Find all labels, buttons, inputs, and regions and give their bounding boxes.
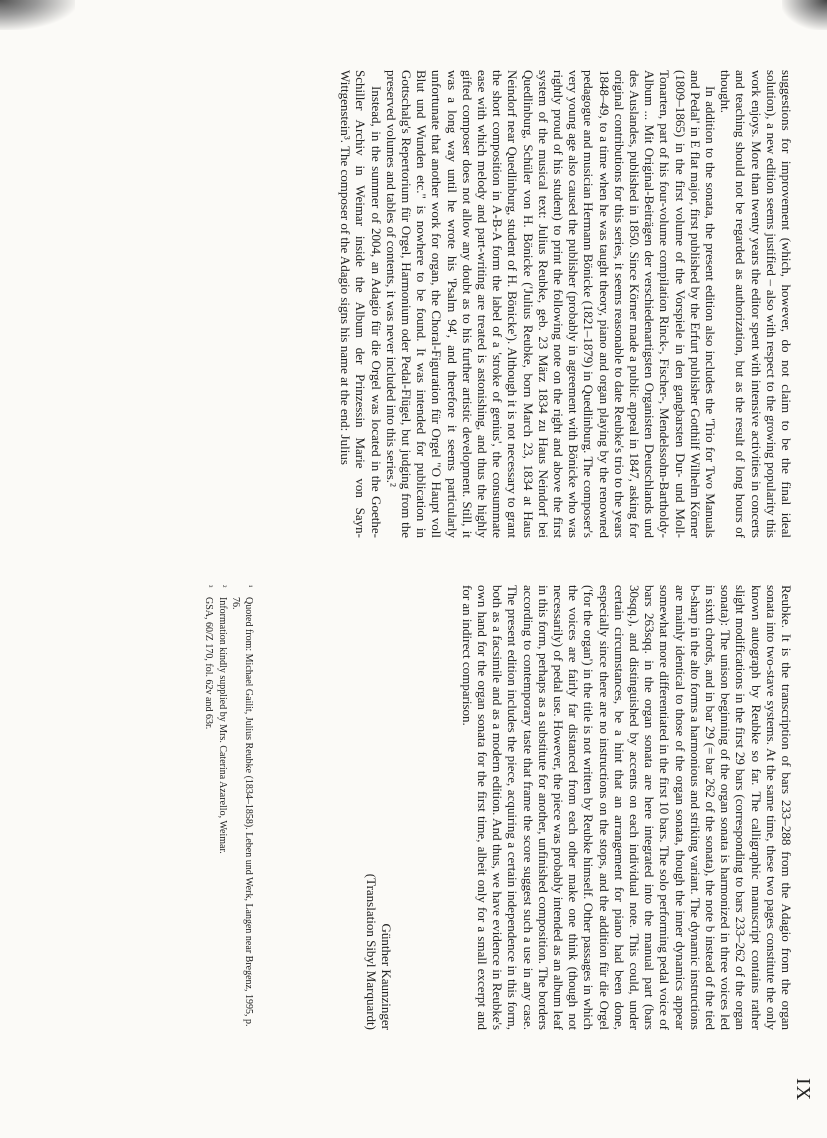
- paragraph-adagio-intro: Instead, in the summer of 2004, an Adagio für die Orgel was located in the Goethe-Schiller Archiv in Weimar inside the Album der Prinzessin Marie von Sayn-Wittgenstein³. The composer of the Adagio signs his name at the end: Julius: [337, 70, 384, 538]
- author-name: Günther Kaunzinger: [378, 923, 394, 1030]
- footnote-text: Information kindly supplied by Mrs. Caterina Azarello, Weimar.: [216, 597, 228, 854]
- footnote-number: ²: [218, 585, 228, 588]
- footnote-number: ¹: [244, 585, 254, 588]
- footnote: [202, 585, 215, 1030]
- scan-shadow-top-left: [0, 0, 75, 30]
- translator-credit: (Translation Sibyl Marquardt): [363, 873, 379, 1030]
- scan-shadow-top-right: [782, 0, 827, 30]
- right-column: [459, 585, 793, 1030]
- footnote: [215, 585, 228, 1030]
- footnote-number: ³: [205, 585, 214, 588]
- paragraph-adagio-transcription: Reubke. It is the transcription of bars 233–288 from the Adagio from the organ sonata into two-stave systems. At the same time, these two pages constitute the only known autograph by Reubke so far. The calligraphic manuscript contains rather slight modifications in the first 29 bars (corresponding to bars 233–262 of the organ sonata): The unison beginning of the organ sonata is harmonized in three voices led in sixth chords, and in bar 29 (= bar 262 of the sonata), the note b instead of the tied b-sharp in the alto forms a harmonious and striking variant. The dynamic instructions are mainly identical to those of the organ sonata, though the inner dynamics appear somewhat more differentiated in the first 10 bars. The solo performing pedal voice of bars 263sqq. in the organ sonata are here integrated into the manual part (bars 30sqq.), and distinguished by accents on each individual note. This could, under certain circumstances, be a hint that an arrangement for piano had been done, especially since there are no instructions on the stops, and the addition für die Orgel ('for the organ') in the title is not written by Reubke himself. Other passages in which the voices are fairly far distanced from each other make one think (though not necessarily) of pedal use. However, the piece was probably intended as an album leaf in this form, perhaps as a substitute for another, unfinished composition. The borders according to contemporary taste that frame the score suggest such a use in any case. The present edition includes the piece, acquiring a certain independence in this form, both as a facsimile and as a modern edition. And thus, we have evidence in Reubke's own hand for the organ sonata for the first time, albeit only for a small excerpt and for an indirect comparison.: [459, 585, 794, 1030]
- footnote-text: GSA, 60/Z 170, fol. 62v and 63r.: [203, 597, 214, 730]
- footnote: [229, 585, 254, 1030]
- rotated-page: [24, 30, 814, 1110]
- page-number: IX: [791, 1078, 814, 1102]
- paragraph-trio: In addition to the sonata, the present edition also includes the 'Trio for Two Manuals and Pedal' in E flat major, first published by the Erfurt publisher Gotthilf Wilhelm Körner (1809–1865) in the first volume of the Vorspiele in den gangbarsten Dur- und Moll-Tonarten, part of his four-volume compilation Rinck-, Fischer-, Mendelssohn-Bartholdy-Album ... Mit Original-Beiträgen der verschiedenartigsten Organisten Deutschlands und des Auslandes, published in 1850. Since Körner made a public appeal in 1847, asking for original contributions for this series, it seems reasonable to date Reubke's trio to the years 1848–49, to a time when he was taught theory, piano and organ playing by the renowned pedagogue and musician Hermann Bönicke (1821–1879) in Quedlinburg. The composer's very young age also caused the publisher (probably in agreement with Bönicke who was rightly proud of his student) to print the following note on the right and above the first system of the musical text: Julius Reubke, geb. 23 März 1834 zu Haus Neindorf bei Quedlinburg, Schüler von H. Bönicke ('Julius Reubke, born March 23, 1834 at Haus Neindorf near Quedlinburg, student of H. Bönicke'). Although it is not necessary to grant the short composition in A-B-A form the label of a 'stroke of genius', the consummate ease with which melody and part-writing are treated is astonishing, and thus the highly gifted composer does not allow any doubt as to his further artistic development. Still, it was a long way until he wrote his 'Psalm 94', and therefore it seems particularly unfortunate that another work for organ, the Choral-Figuration für Orgel "O Haupt voll Blut und Wunden etc." is nowhere to be found. It was intended for publication in Gottschalg's Repertorium für Orgel, Harmonium oder Pedal-Flügel, but judging from the preserved volumes and tables of contents, it was never included into this series.²: [383, 70, 718, 538]
- footnotes: [201, 585, 254, 1030]
- left-column: [337, 70, 793, 538]
- footnote-text: Quoted from: Michael Gailit, Julius Reubke (1834–1858). Leben und Werk, Langen near Bregenz, 1995, p. 76.: [230, 597, 254, 1027]
- signature-block: [363, 585, 393, 1030]
- paragraph-suggestions: suggestions for improvement (which, however, do not claim to be the final ideal solution), a new edition seems justified – also with respect to the growing popularity this work enjoys. More than twenty years the editor spent with intensive activities in concerts and teaching should not be regarded as authorization, but as the result of long hours of thought.: [717, 70, 794, 538]
